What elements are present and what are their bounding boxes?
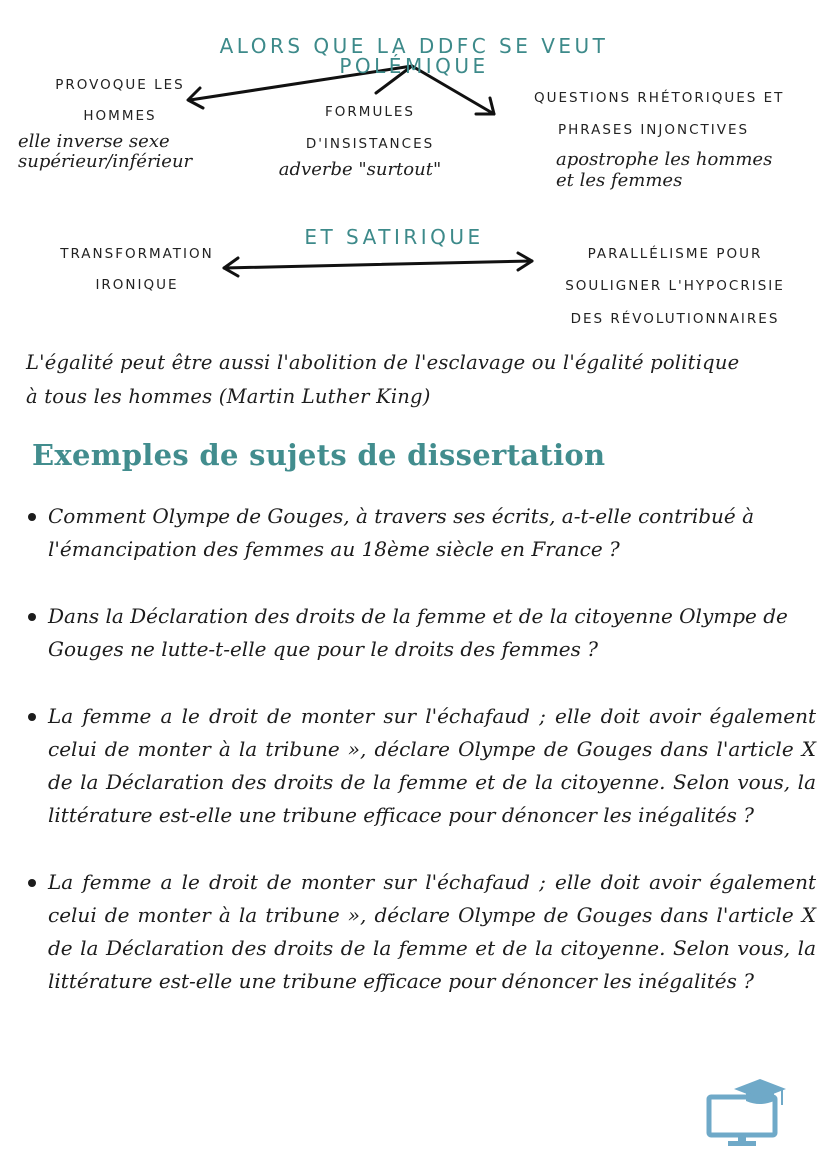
section-title: Exemples de sujets de dissertation bbox=[32, 438, 606, 472]
node-left-label-line1: PROVOQUE LES bbox=[55, 77, 185, 93]
node-right-note-line1: apostrophe les hommes bbox=[556, 149, 773, 170]
node2-right-label-line1: PARALLÉLISME POUR bbox=[587, 246, 763, 262]
node2-right-label-line2: SOULIGNER L'HYPOCRISIE bbox=[565, 278, 785, 294]
node-right-note-line2: et les femmes bbox=[556, 170, 683, 191]
mindmap-heading-satirique: ET SATIRIQUE bbox=[304, 225, 484, 249]
node-left-label-line2: HOMMES bbox=[83, 108, 157, 124]
note-line2: à tous les hommes (Martin Luther King) bbox=[26, 385, 431, 408]
node2-right-label-line3: DES RÉVOLUTIONNAIRES bbox=[570, 311, 780, 327]
subjects-list bbox=[26, 500, 816, 998]
node-left-note-line2: supérieur/inférieur bbox=[18, 151, 193, 172]
node-left-note-line1: elle inverse sexe bbox=[18, 131, 170, 152]
node-center-note: adverbe "surtout" bbox=[278, 159, 442, 180]
node-center-label-line1: FORMULES bbox=[325, 104, 415, 120]
list-item: La femme a le droit de monter sur l'échafaud ; elle doit avoir également celui de monter à la tribune », déclare Olympe de Gouges dans l'article X de la Déclaration des droits de la femme et de la citoyenne. Selon vous, la littérature est-elle une tribune efficace pour dénoncer les inégalités ? bbox=[26, 866, 816, 998]
note-line1: L'égalité peut être aussi l'abolition de l'esclavage ou l'égalité politique bbox=[26, 351, 740, 374]
double-arrow bbox=[224, 261, 532, 268]
list-item: La femme a le droit de monter sur l'échafaud ; elle doit avoir également celui de monter à la tribune », déclare Olympe de Gouges dans l'article X de la Déclaration des droits de la femme et de la citoyenne. Selon vous, la littérature est-elle une tribune efficace pour dénoncer les inégalités ? bbox=[26, 700, 816, 832]
node-right-label-line1: QUESTIONS RHÉTORIQUES ET bbox=[534, 90, 785, 106]
node-right-label-line2: PHRASES INJONCTIVES bbox=[558, 122, 750, 138]
list-item: Dans la Déclaration des droits de la femme et de la citoyenne Olympe de Gouges ne lutte-t-elle que pour le droits des femmes ? bbox=[26, 600, 816, 666]
list-item: Comment Olympe de Gouges, à travers ses écrits, a-t-elle contribué à l'émancipation des femmes au 18ème siècle en France ? bbox=[26, 500, 816, 566]
graduation-cap-monitor-icon bbox=[704, 1077, 788, 1149]
node2-left-label-line2: IRONIQUE bbox=[95, 277, 179, 293]
node-center-label-line2: D'INSISTANCES bbox=[305, 136, 435, 152]
node2-left-label-line1: TRANSFORMATION bbox=[60, 246, 214, 262]
mindmap-heading-polemique: ALORS QUE LA DDFC SE VEUT POLÉMIQUE bbox=[219, 34, 609, 78]
